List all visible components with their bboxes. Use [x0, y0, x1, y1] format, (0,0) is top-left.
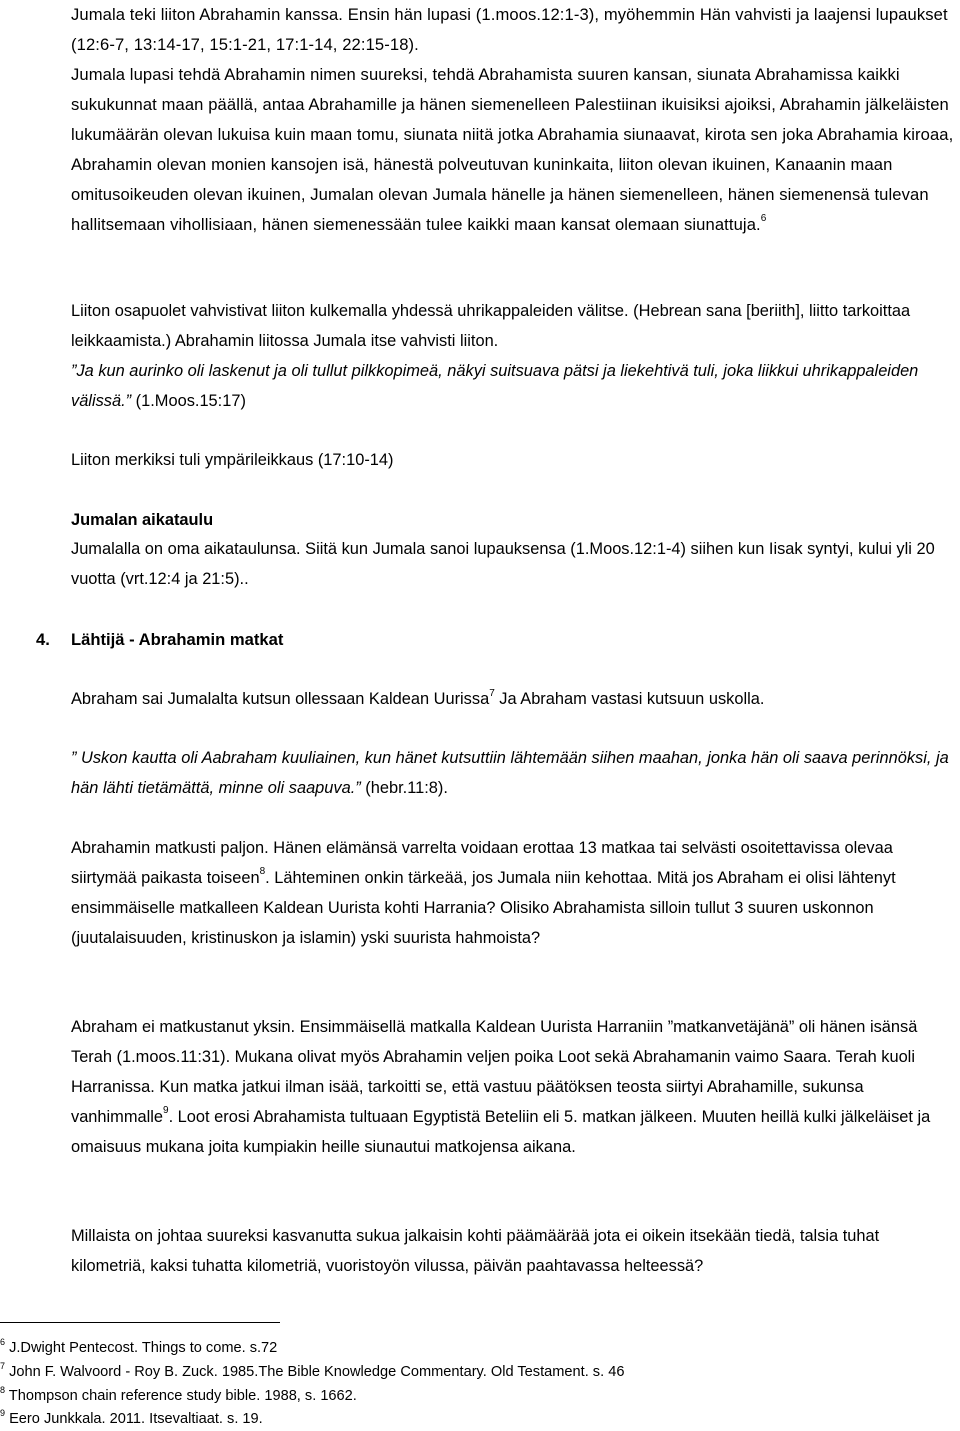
paragraph-timeline: Jumalalla on oma aikataulunsa. Siitä kun Jumala sanoi lupauksensa (1.Moos.12:1-4) siihen kun Iisak syntyi, kului yli 20 vuotta (vrt.12:4 ja 21:5).. — [71, 540, 935, 588]
footnote-ref-7[interactable]: 7 — [489, 687, 495, 699]
footnote-9: $^9$ Eero Junkkala. 2011. Itsevaltiaat. s. 19. — [0, 1408, 263, 1427]
paragraph-covenant-promises: Jumala lupasi tehdä Abrahamin nimen suureksi, tehdä Abrahamista suuren kansan, siunata Abrahamissa kaikki sukukunnat maan päällä, antaa Abrahamille ja hänen siemenelleen Palestiinan ikuisiksi ajoiksi, Abrahamin jälkeläisten lukumäärän olevan lukuisa kuin maan tomu, siunata niitä jotka Abrahamia siunaavat, kirota sen joka Abrahamia kiroaa, Abrahamin olevan monien kansojen isä, hänestä polveutuvan kuninkaita, liiton olevan ikuinen, Kanaanin maan omitusoikeuden olevan ikuinen, Jumalan olevan Jumala hänelle ja hänen siemenelleen, hänen siemenensä tulevan hallitsemaan vihollisiaan, hänen siemenessään tulee kaikki maan kansat olemaan siunattuja.$^6$ — [71, 65, 954, 234]
paragraph-journeys: Abrahamin matkusti paljon. Hänen elämänsä varrelta voidaan erottaa 13 matkaa tai selvästi osoitettavissa olevaa siirtymää paikasta toiseen$^8$. Lähteminen onkin tärkeää, jos Jumala niin kehottaa. Mitä jos Abraham ei olisi lähtenyt ensimmäiselle matkalleen Kaldean Uurista kohti Harrania? Olisiko Abrahamista silloin tullut 3 suuren uskonnon (juutalaisuuden, kristinuskon ja islamin) yski suurista hahmoista? — [71, 839, 896, 947]
quote-text: ” Uskon kautta oli Aabraham kuuliainen, kun hänet kutsuttiin lähtemään siihen maahan, jonka hän oli saava perinnöksi, ja hän lähti tietämättä, minne oli saapuva.” — [71, 749, 949, 797]
quote-reference: (hebr.11:8). — [360, 778, 448, 797]
paragraph-leading-question: Millaista on johtaa suureksi kasvanutta sukua jalkaisin kohti päämäärää jota ei oikein itsekään tiedä, talsia tuhat kilometriä, kaksi tuhatta kilometriä, vuoristoyön vilussa, päivän paahtavassa helteessä? — [71, 1227, 880, 1275]
heading-jumalan-aikataulu: Jumalan aikataulu — [71, 511, 214, 529]
footnote-8: $^8$ Thompson chain reference study bible. 1988, s. 1662. — [0, 1385, 357, 1404]
paragraph-quote-hebrews — [71, 744, 956, 804]
footnote-6: $^6$ J.Dwight Pentecost. Things to come. s.72 — [0, 1337, 278, 1356]
quote-text: ”Ja kun aurinko oli laskenut ja oli tullut pilkkopimeä, näkyi suitsuava pätsi ja liekehtivä tuli, joka liikkui uhrikappaleiden välissä.” — [71, 362, 919, 410]
quote-reference: (1.Moos.15:17) — [131, 391, 246, 410]
paragraph-calling: Abraham sai Jumalalta kutsun ollessaan Kaldean Uurissa$^7$ Ja Abraham vastasi kutsuun uskolla. — [71, 687, 765, 708]
paragraph-covenant-parties: Liiton osapuolet vahvistivat liiton kulkemalla yhdessä uhrikappaleiden välitse. (Hebrean sana [beriith], liitto tarkoittaa leikkaamista.) Abrahamin liitossa Jumala itse vahvisti liiton. — [71, 302, 911, 350]
footnote-ref-9[interactable]: 9 — [163, 1105, 169, 1117]
section-heading-4 — [36, 625, 283, 655]
footnote-ref-6[interactable]: 6 — [760, 213, 767, 224]
section-title: Lähtijä - Abrahamin matkat — [71, 630, 284, 649]
paragraph-quote-genesis — [71, 357, 956, 417]
footnote-ref-8[interactable]: 8 — [259, 866, 266, 878]
paragraph-circumcision: Liiton merkiksi tuli ympärileikkaus (17:10-14) — [71, 451, 394, 469]
section-number: 4. — [36, 630, 50, 649]
footnote-separator — [0, 1322, 280, 1323]
footnote-7: $^7$ John F. Walvoord - Roy B. Zuck. 1985.The Bible Knowledge Commentary. Old Testament. s. 46 — [0, 1361, 625, 1380]
paragraph-covenant-intro: Jumala teki liiton Abrahamin kanssa. Ensin hän lupasi (1.moos.12:1-3), myöhemmin Hän vahvisti ja laajensi lupaukset (12:6-7, 13:14-17, 15:1-21, 17:1-14, 22:15-18). — [71, 5, 948, 54]
paragraph-not-alone: Abraham ei matkustanut yksin. Ensimmäisellä matkalla Kaldean Uurista Harraniin ”matkanvetäjänä” oli hänen isänsä Terah (1.moos.11:31). Mukana olivat myös Abrahamin veljen poika Loot sekä Abrahamanin vaimo Saara. Terah kuoli Harranissa. Kun matka jatkui ilman isää, tarkoitti se, että vastuu päätöksen teosta siirtyi Abrahamille, sukunsa vanhimmalle$^9$. Loot erosi Abrahamista tultuaan Egyptistä Beteliin eli 5. matkan jälkeen. Muuten heillä kulki jälkeläiset ja omaisuus mukana joita kumpiakin heille siunautui matkojensa aikana. — [71, 1018, 931, 1156]
